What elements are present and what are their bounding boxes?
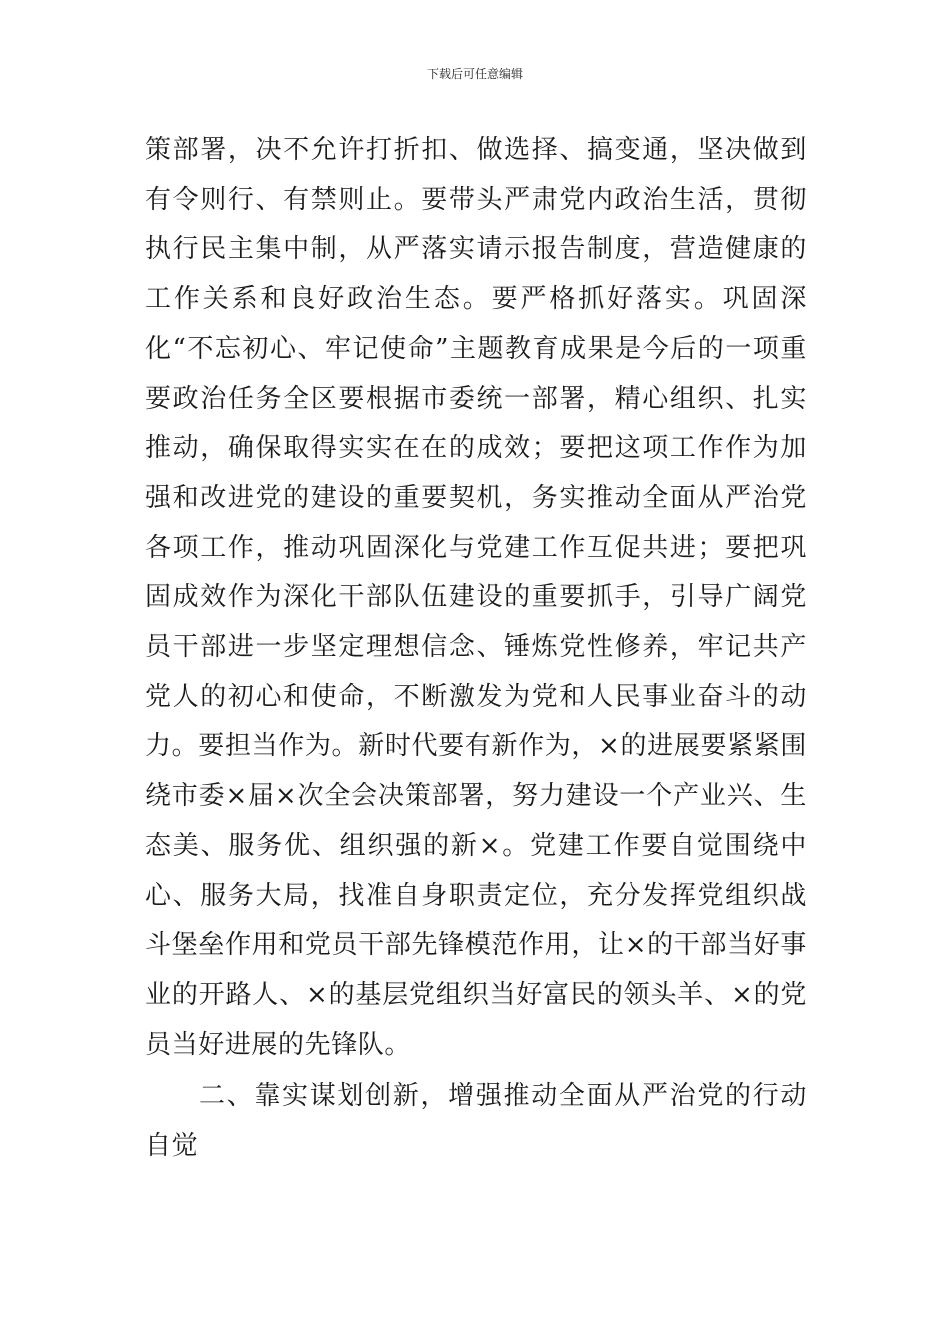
page-header-note: 下载后可任意编辑: [426, 67, 523, 81]
section-heading: 二、靠实谋划创新，增强推动全面从严治党的行动自觉: [145, 1081, 807, 1161]
body-paragraph: 策部署，决不允许打折扣、做选择、搞变通，坚决做到有令则行、有禁则止。要带头严肃党内政治生活，贯彻执行民主集中制，从严落实请示报告制度，营造健康的工作关系和良好政治生态。要严格抓好落实。巩固深化“不忘初心、牢记使命”主题教育成果是今后的一项重要政治任务全区要根据市委统一部署，精心组织、扎实推动，确保取得实实在在的成效；要把这项工作作为加强和改进党的建设的重要契机，务实推动全面从严治党各项工作，推动巩固深化与党建工作互促共进；要把巩固成效作为深化干部队伍建设的重要抓手，引导广阔党员干部进一步坚定理想信念、锤炼党性修养，牢记共产党人的初心和使命，不断激发为党和人民事业奋斗的动力。要担当作为。新时代要有新作为，×的进展要紧紧围绕市委×届×次全会决策部署，努力建设一个产业兴、生态美、服务优、组织强的新×。党建工作要自觉围绕中心、服务大局，找准自身职责定位，充分发挥党组织战斗堡垒作用和党员干部先锋模范作用，让×的干部当好事业的开路人、×的基层党组织当好富民的领头羊、×的党员当好进展的先锋队。: [145, 135, 807, 1060]
